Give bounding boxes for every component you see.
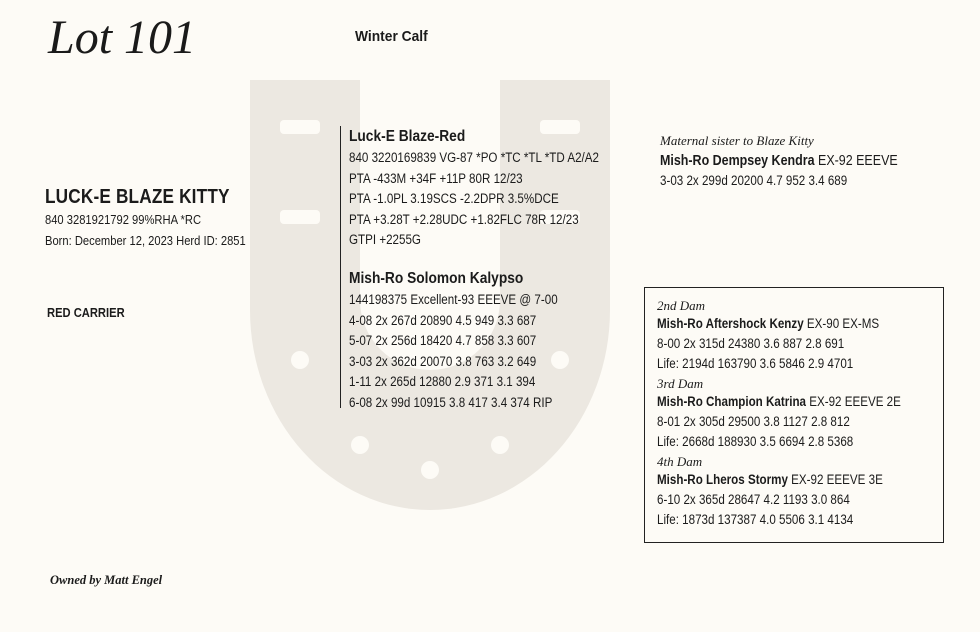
- dam-classification: EX-92 EEEVE 2E: [806, 394, 901, 409]
- dam-name: Mish-Ro Champion Katrina: [657, 394, 807, 409]
- maternal-sister-label: Maternal sister to Blaze Kitty: [660, 133, 814, 148]
- dam-lifetime: Life: 2668d 188930 3.5 6694 2.8 5368: [657, 434, 854, 449]
- dam-line: 5-07 2x 256d 18420 4.7 858 3.3 607: [349, 333, 537, 348]
- dam-name: Mish-Ro Solomon Kalypso: [349, 270, 524, 287]
- sire-name: Luck-E Blaze-Red: [349, 128, 466, 145]
- lot-subtitle: Winter Calf: [355, 28, 428, 45]
- dam-line: 6-08 2x 99d 10915 3.8 417 3.4 374 RIP: [349, 394, 553, 410]
- sire-line: PTA +3.28T +2.28UDC +1.82FLC 78R 12/23: [349, 211, 579, 227]
- dam-line: 4-08 2x 267d 20890 4.5 949 3.3 687: [349, 312, 537, 328]
- dam-name: Mish-Ro Lheros Stormy: [657, 472, 788, 487]
- maternal-sister-name-line: [660, 151, 898, 171]
- owner-line: Owned by Matt Engel: [50, 573, 163, 587]
- dam-record: 8-00 2x 315d 24380 3.6 887 2.8 691: [657, 336, 845, 351]
- fourth-dam-section: [657, 454, 920, 530]
- red-carrier-label: RED CARRIER: [47, 305, 125, 320]
- dam-record: 6-10 2x 365d 28647 4.2 1193 3.0 864: [657, 492, 850, 507]
- animal-born-line: Born: December 12, 2023 Herd ID: 2851: [45, 233, 246, 248]
- maternal-sister-record: 3-03 2x 299d 20200 4.7 952 3.4 689: [660, 173, 848, 188]
- sire-line: 840 3220169839 VG-87 *PO *TC *TL *TD A2/A2: [349, 150, 599, 165]
- dam-lifetime: Life: 1873d 137387 4.0 5506 3.1 4134: [657, 512, 854, 527]
- dam-classification: EX-92 EEEVE 3E: [787, 472, 883, 487]
- dam-lifetime: Life: 2194d 163790 3.6 5846 2.9 4701: [657, 356, 854, 371]
- third-dam-section: [657, 376, 941, 452]
- dam-name-line: [657, 314, 879, 334]
- dam-info: [349, 268, 558, 413]
- dam-label: 2nd Dam: [657, 298, 706, 313]
- dam-line: 3-03 2x 362d 20070 3.8 763 3.2 649: [349, 353, 537, 369]
- dam-label: 4th Dam: [657, 454, 703, 469]
- dam-label: 3rd Dam: [657, 376, 704, 391]
- dam-classification: EX-90 EX-MS: [803, 316, 880, 331]
- sire-block: [340, 126, 341, 286]
- sire-line: PTA -433M +34F +11P 80R 12/23: [349, 170, 523, 186]
- dam-line: 1-11 2x 265d 12880 2.9 371 3.1 394: [349, 374, 536, 389]
- dam-name-line: [657, 392, 901, 412]
- dam-name: Mish-Ro Aftershock Kenzy: [657, 316, 804, 331]
- maternal-sister-name: Mish-Ro Dempsey Kendra: [660, 153, 815, 169]
- sire-line: PTA -1.0PL 3.19SCS -2.2DPR 3.5%DCE: [349, 191, 559, 206]
- dam-line: 144198375 Excellent-93 EEEVE @ 7-00: [349, 292, 558, 307]
- animal-id-line: 840 3281921792 99%RHA *RC: [45, 212, 202, 227]
- sire-line: GTPI +2255G: [349, 232, 421, 247]
- maternal-sister-classification: EX-92 EEEVE: [814, 153, 898, 169]
- sire-info: [349, 126, 599, 251]
- dam-block: [340, 268, 341, 408]
- second-dam-section: [657, 298, 915, 374]
- ancestor-dams-box: [644, 287, 944, 543]
- dam-name-line: [657, 470, 883, 490]
- lot-title: Lot 101: [48, 11, 197, 64]
- animal-name: LUCK-E BLAZE KITTY: [45, 186, 230, 208]
- dam-record: 8-01 2x 305d 29500 3.8 1127 2.8 812: [657, 414, 850, 429]
